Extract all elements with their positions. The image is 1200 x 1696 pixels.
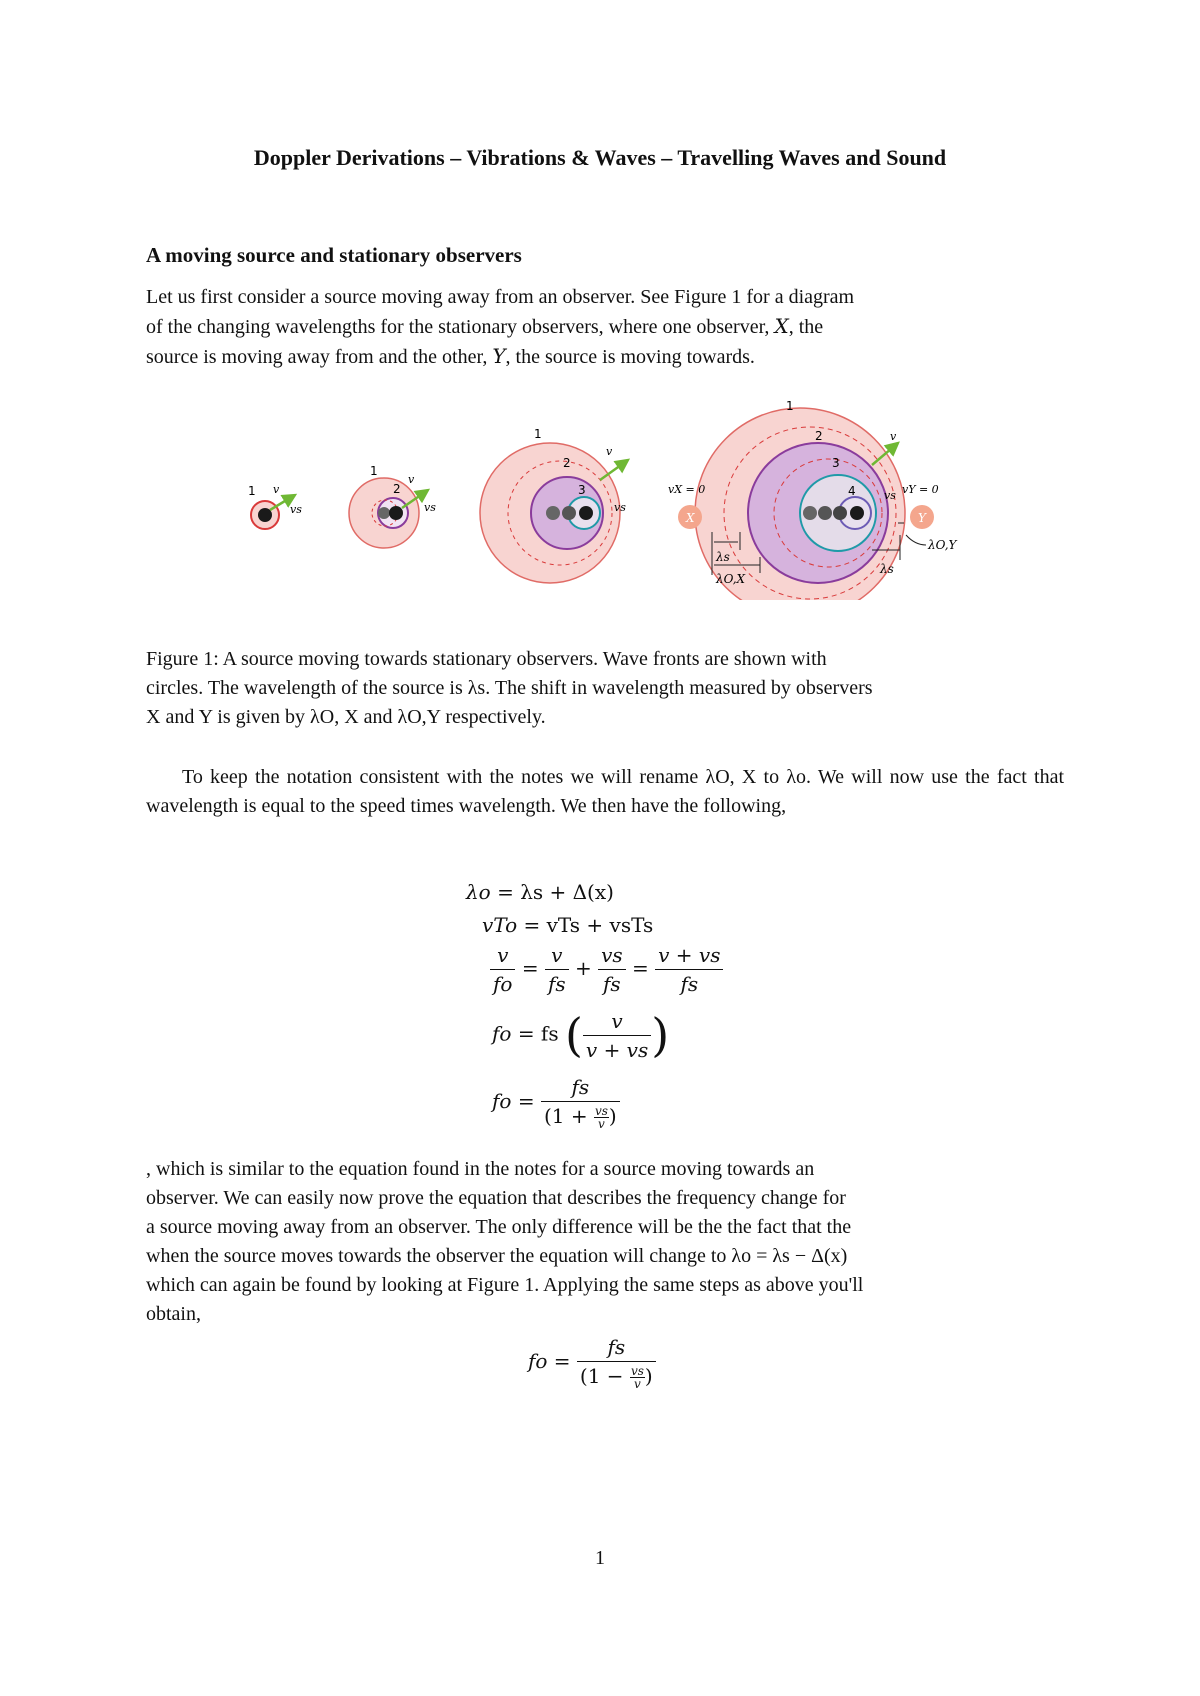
panel-4 bbox=[668, 399, 958, 600]
frac-v-over-sum bbox=[583, 1009, 651, 1062]
p3-line-1: , which is similar to the equation found in the notes for a source moving towards an bbox=[146, 1158, 815, 1180]
p3-line-2: observer. We can easily now prove the equation that describes the frequency change for bbox=[146, 1187, 846, 1209]
num: vs bbox=[630, 1364, 644, 1378]
equation-1 bbox=[466, 880, 614, 904]
doppler-figure bbox=[0, 395, 1200, 600]
panel-3 bbox=[480, 427, 628, 583]
p3-line-6: obtain, bbox=[146, 1303, 201, 1325]
intro-line-3 bbox=[146, 342, 1064, 372]
den: v bbox=[598, 1117, 605, 1131]
label-v: v bbox=[606, 445, 613, 458]
den bbox=[577, 1362, 656, 1390]
intro-paragraph bbox=[146, 283, 1064, 372]
caption-line-1: Figure 1: A source moving towards stationary observers. Wave fronts are shown with bbox=[146, 648, 827, 670]
den: v + vs bbox=[585, 1037, 649, 1062]
small-frac bbox=[630, 1365, 645, 1390]
observer-y-symbol: Y bbox=[492, 344, 506, 368]
label-2: 2 bbox=[815, 429, 823, 443]
label-1: 1 bbox=[370, 464, 378, 478]
p2-line-3: the following, bbox=[673, 795, 787, 817]
source-dot bbox=[258, 508, 272, 522]
intro-line-2b: , the bbox=[788, 316, 824, 338]
intro-line-2 bbox=[146, 312, 1064, 342]
source-dot-old-2 bbox=[562, 506, 576, 520]
equation-2 bbox=[482, 913, 653, 937]
label-3: 3 bbox=[832, 456, 840, 470]
vy-label: vY = 0 bbox=[902, 483, 939, 496]
label-v: v bbox=[273, 483, 280, 496]
eq2-rhs: = vTs + vsTs bbox=[523, 913, 654, 937]
lambda-s-label-right: λs bbox=[880, 562, 894, 576]
p2-line-1: To keep the notation consistent with the notes we will rename λO, X to λo. We will bbox=[182, 766, 883, 788]
source-dot-old bbox=[378, 507, 390, 519]
section-heading: A moving source and stationary observers bbox=[146, 243, 522, 267]
num: vs bbox=[598, 943, 626, 970]
frac-v-fo bbox=[490, 943, 515, 996]
source-dot-old-1 bbox=[803, 506, 817, 520]
source-dot bbox=[579, 506, 593, 520]
den-b: ) bbox=[608, 1104, 617, 1128]
eq2-lhs: vTo bbox=[482, 913, 518, 937]
den: fs bbox=[603, 972, 621, 996]
page-title: Doppler Derivations – Vibrations & Waves – Travelling Waves and Sound bbox=[253, 145, 947, 170]
p3-line-3: a source moving away from an observer. The only difference will be the the fact that the bbox=[146, 1216, 852, 1238]
den bbox=[541, 1102, 620, 1130]
paragraph-2 bbox=[146, 763, 1064, 821]
num: v + vs bbox=[655, 943, 723, 970]
label-v: v bbox=[408, 473, 415, 486]
eq4-lhs: fo bbox=[492, 1021, 512, 1046]
label-vs: vs bbox=[614, 501, 626, 514]
label-vs: vs bbox=[424, 501, 436, 514]
den: fs bbox=[547, 972, 566, 996]
p3-line-5: which can again be found by looking at Figure 1. Applying the same steps as above you'll bbox=[146, 1274, 864, 1296]
eq1-rhs: = λs + Δ(x) bbox=[497, 880, 614, 904]
source-dot bbox=[850, 506, 864, 520]
lambda-oy-pointer bbox=[906, 535, 926, 545]
caption-line-2: circles. The wavelength of the source is λs. The shift in wavelength measured by observers bbox=[146, 677, 873, 699]
source-dot-old-2 bbox=[818, 506, 832, 520]
num: v bbox=[545, 943, 569, 970]
eq4-fs: = fs bbox=[517, 1021, 559, 1046]
label-2: 2 bbox=[393, 482, 401, 496]
p2-line-2: now use the fact that wavelength is equal to the speed times wavelength. We then have bbox=[146, 766, 1065, 817]
final-lhs: fo = bbox=[528, 1349, 571, 1373]
page-number: 1 bbox=[595, 1547, 605, 1569]
eq1-lhs: λo bbox=[466, 880, 491, 904]
observer-x-symbol: X bbox=[774, 314, 789, 338]
equation-5: fo = fs (1 + $\frac{vs}{v}$ ) bbox=[492, 1075, 620, 1130]
doppler-diagram bbox=[0, 395, 1200, 600]
lambda-s-label: λs bbox=[716, 550, 730, 564]
num: v bbox=[490, 943, 515, 970]
den-a: (1 + bbox=[543, 1104, 588, 1128]
num: vs bbox=[594, 1104, 608, 1118]
label-2: 2 bbox=[563, 456, 571, 470]
intro-line-2a: of the changing wavelengths for the stationary observers, where one observer, bbox=[146, 316, 775, 338]
label-1: 1 bbox=[248, 484, 256, 498]
final-equation-row bbox=[528, 1335, 656, 1390]
num: v bbox=[583, 1009, 651, 1036]
vx-label: vX = 0 bbox=[668, 483, 706, 496]
label-v: v bbox=[890, 430, 897, 443]
observer-y-label: Y bbox=[918, 511, 926, 525]
den-b: ) bbox=[644, 1364, 653, 1388]
den: fo bbox=[493, 972, 513, 996]
label-4: 4 bbox=[848, 484, 856, 498]
eq5-lhs: fo bbox=[492, 1089, 512, 1113]
frac-sum-fs bbox=[655, 943, 723, 996]
p3-line-4: when the source moves towards the observer the equation will change to λo = λs − Δ(x) bbox=[146, 1245, 848, 1267]
final-frac bbox=[577, 1335, 656, 1390]
intro-line-3b: , the source is moving towards. bbox=[505, 346, 755, 368]
label-vs: vs bbox=[884, 489, 896, 502]
frac-vs-fs bbox=[598, 943, 626, 996]
equation-3: $\frac{v}{fo}$ = $\frac{v}{fs}$ + $\frac{vs}{fs}$ = $\frac{v + vs}{fs}$ bbox=[490, 943, 723, 996]
observer-x-label: X bbox=[686, 511, 695, 525]
frac-v-fs bbox=[545, 943, 569, 996]
den: v bbox=[634, 1377, 641, 1391]
panel-2 bbox=[349, 464, 436, 548]
frac-fs-over-paren bbox=[541, 1075, 620, 1130]
intro-line-3a: source is moving away from and the other, bbox=[146, 346, 493, 368]
small-frac bbox=[594, 1105, 609, 1130]
label-vs: vs bbox=[290, 503, 302, 516]
paragraph-3 bbox=[146, 1155, 1064, 1329]
num: fs bbox=[541, 1075, 620, 1102]
source-dot-old-1 bbox=[546, 506, 560, 520]
source-dot bbox=[389, 506, 403, 520]
den: fs bbox=[680, 972, 699, 996]
den-a: (1 − bbox=[579, 1364, 624, 1388]
equation-4: fo = fs ( $\frac{v}{v + vs}$ ) bbox=[492, 1008, 670, 1062]
figure-caption bbox=[146, 645, 1064, 732]
label-3: 3 bbox=[578, 483, 586, 497]
panel-1 bbox=[248, 483, 302, 529]
source-dot-old-3 bbox=[833, 506, 847, 520]
lambda-oy-label: λO,Y bbox=[928, 538, 957, 552]
caption-line-3: X and Y is given by λO, X and λO,Y respectively. bbox=[146, 706, 546, 728]
label-1: 1 bbox=[534, 427, 542, 441]
lambda-ox-label: λO,X bbox=[716, 572, 746, 586]
num: fs bbox=[577, 1335, 656, 1362]
label-1: 1 bbox=[786, 399, 794, 413]
intro-line-1: Let us first consider a source moving away from an observer. See Figure 1 for a diagram bbox=[146, 286, 855, 308]
